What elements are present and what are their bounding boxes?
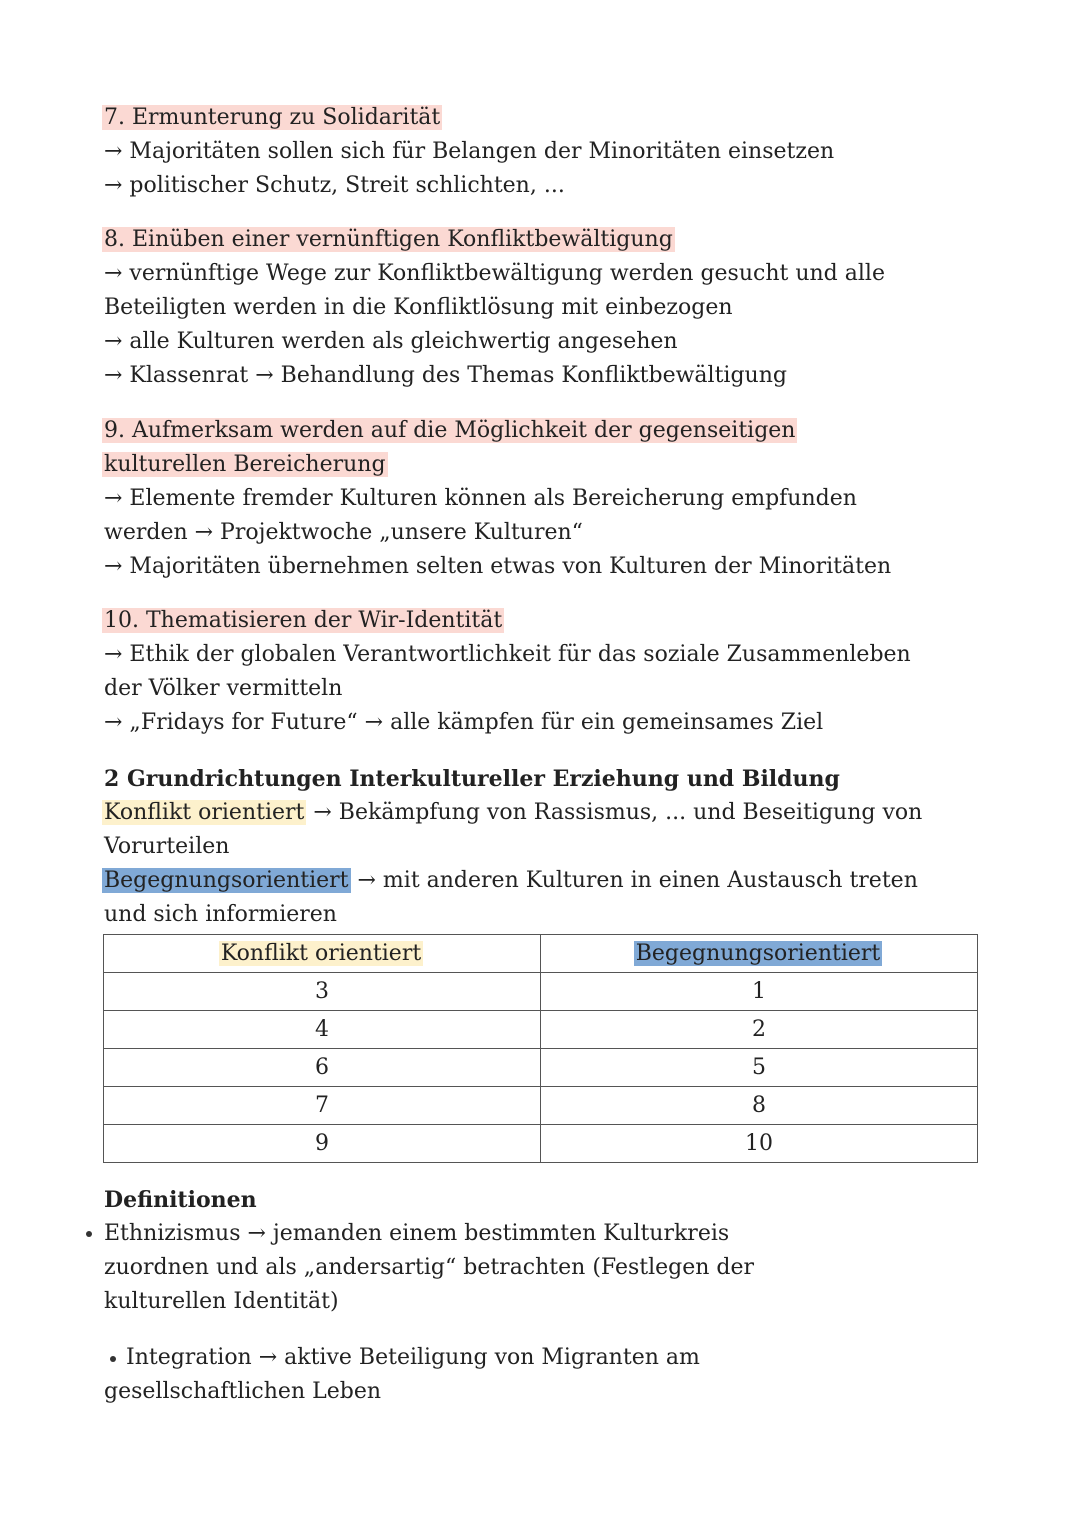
table-cell: 7 xyxy=(104,1087,541,1125)
section-8-line: → Klassenrat → Behandlung des Themas Konfliktbewältigung xyxy=(104,363,787,388)
section-8-line: Beteiligten werden in die Konfliktlösung mit einbezogen xyxy=(104,295,733,320)
table-cell: 2 xyxy=(541,1011,978,1049)
table-cell: 4 xyxy=(104,1011,541,1049)
comparison-table xyxy=(103,934,978,1163)
table-cell: 5 xyxy=(541,1049,978,1087)
table-cell: 3 xyxy=(104,973,541,1011)
section-7-line: → Majoritäten sollen sich für Belangen der Minoritäten einsetzen xyxy=(104,139,835,164)
table-header-begegnung: Begegnungsorientiert xyxy=(541,935,978,973)
konflikt-definition-cont: Vorurteilen xyxy=(104,834,230,859)
table-header-konflikt: Konflikt orientiert xyxy=(104,935,541,973)
section-8-line: → alle Kulturen werden als gleichwertig angesehen xyxy=(104,329,678,354)
section-10-heading: 10. Thematisieren der Wir-Identität xyxy=(104,608,503,633)
konflikt-term: Konflikt orientiert xyxy=(104,800,305,825)
ethnizismus-line: Ethnizismus → jemanden einem bestimmten Kulturkreis xyxy=(104,1221,730,1246)
section-8-line: → vernünftige Wege zur Konfliktbewältigung werden gesucht und alle xyxy=(104,261,885,286)
section-9-heading-cont: kulturellen Bereicherung xyxy=(104,452,386,477)
definitionen-title: Definitionen xyxy=(104,1187,257,1213)
section-9-line: → Elemente fremder Kulturen können als Bereicherung empfunden xyxy=(104,486,857,511)
table-cell: 6 xyxy=(104,1049,541,1087)
table-row xyxy=(104,1049,978,1087)
begegnung-definition-cont: und sich informieren xyxy=(104,902,337,927)
begegnung-definition: Begegnungsorientiert → mit anderen Kulturen in einen Austausch treten xyxy=(104,868,918,893)
table-cell: 1 xyxy=(541,973,978,1011)
section-8-heading: 8. Einüben einer vernünftigen Konfliktbewältigung xyxy=(104,227,673,252)
grundrichtungen-title: 2 Grundrichtungen Interkultureller Erziehung und Bildung xyxy=(104,766,840,792)
section-10-line: → Ethik der globalen Verantwortlichkeit für das soziale Zusammenleben xyxy=(104,642,911,667)
integration-line: gesellschaftlichen Leben xyxy=(104,1379,382,1404)
section-10-line: → „Fridays for Future“ → alle kämpfen für ein gemeinsames Ziel xyxy=(104,710,824,735)
bullet-icon xyxy=(86,1231,92,1237)
table-row xyxy=(104,1011,978,1049)
konflikt-definition: Konflikt orientiert → Bekämpfung von Rassismus, ... und Beseitigung von xyxy=(104,800,923,825)
section-9-line: → Majoritäten übernehmen selten etwas von Kulturen der Minoritäten xyxy=(104,554,892,579)
section-10-line: der Völker vermitteln xyxy=(104,676,343,701)
section-9-line: werden → Projektwoche „unsere Kulturen“ xyxy=(104,520,583,545)
table-cell: 8 xyxy=(541,1087,978,1125)
table-header-row xyxy=(104,935,978,973)
integration-line: Integration → aktive Beteiligung von Migranten am xyxy=(126,1345,700,1370)
section-7-heading: 7. Ermunterung zu Solidarität xyxy=(104,105,441,130)
table-row xyxy=(104,1087,978,1125)
ethnizismus-line: kulturellen Identität) xyxy=(104,1289,339,1314)
begegnung-term: Begegnungsorientiert xyxy=(104,868,349,893)
table-row xyxy=(104,973,978,1011)
ethnizismus-line: zuordnen und als „andersartig“ betrachten (Festlegen der xyxy=(104,1255,755,1280)
section-9-heading: 9. Aufmerksam werden auf die Möglichkeit der gegenseitigen xyxy=(104,418,796,443)
bullet-icon xyxy=(110,1356,116,1362)
table-cell: 10 xyxy=(541,1125,978,1163)
table-row xyxy=(104,1125,978,1163)
section-7-line: → politischer Schutz, Streit schlichten, ... xyxy=(104,173,565,198)
table-cell: 9 xyxy=(104,1125,541,1163)
